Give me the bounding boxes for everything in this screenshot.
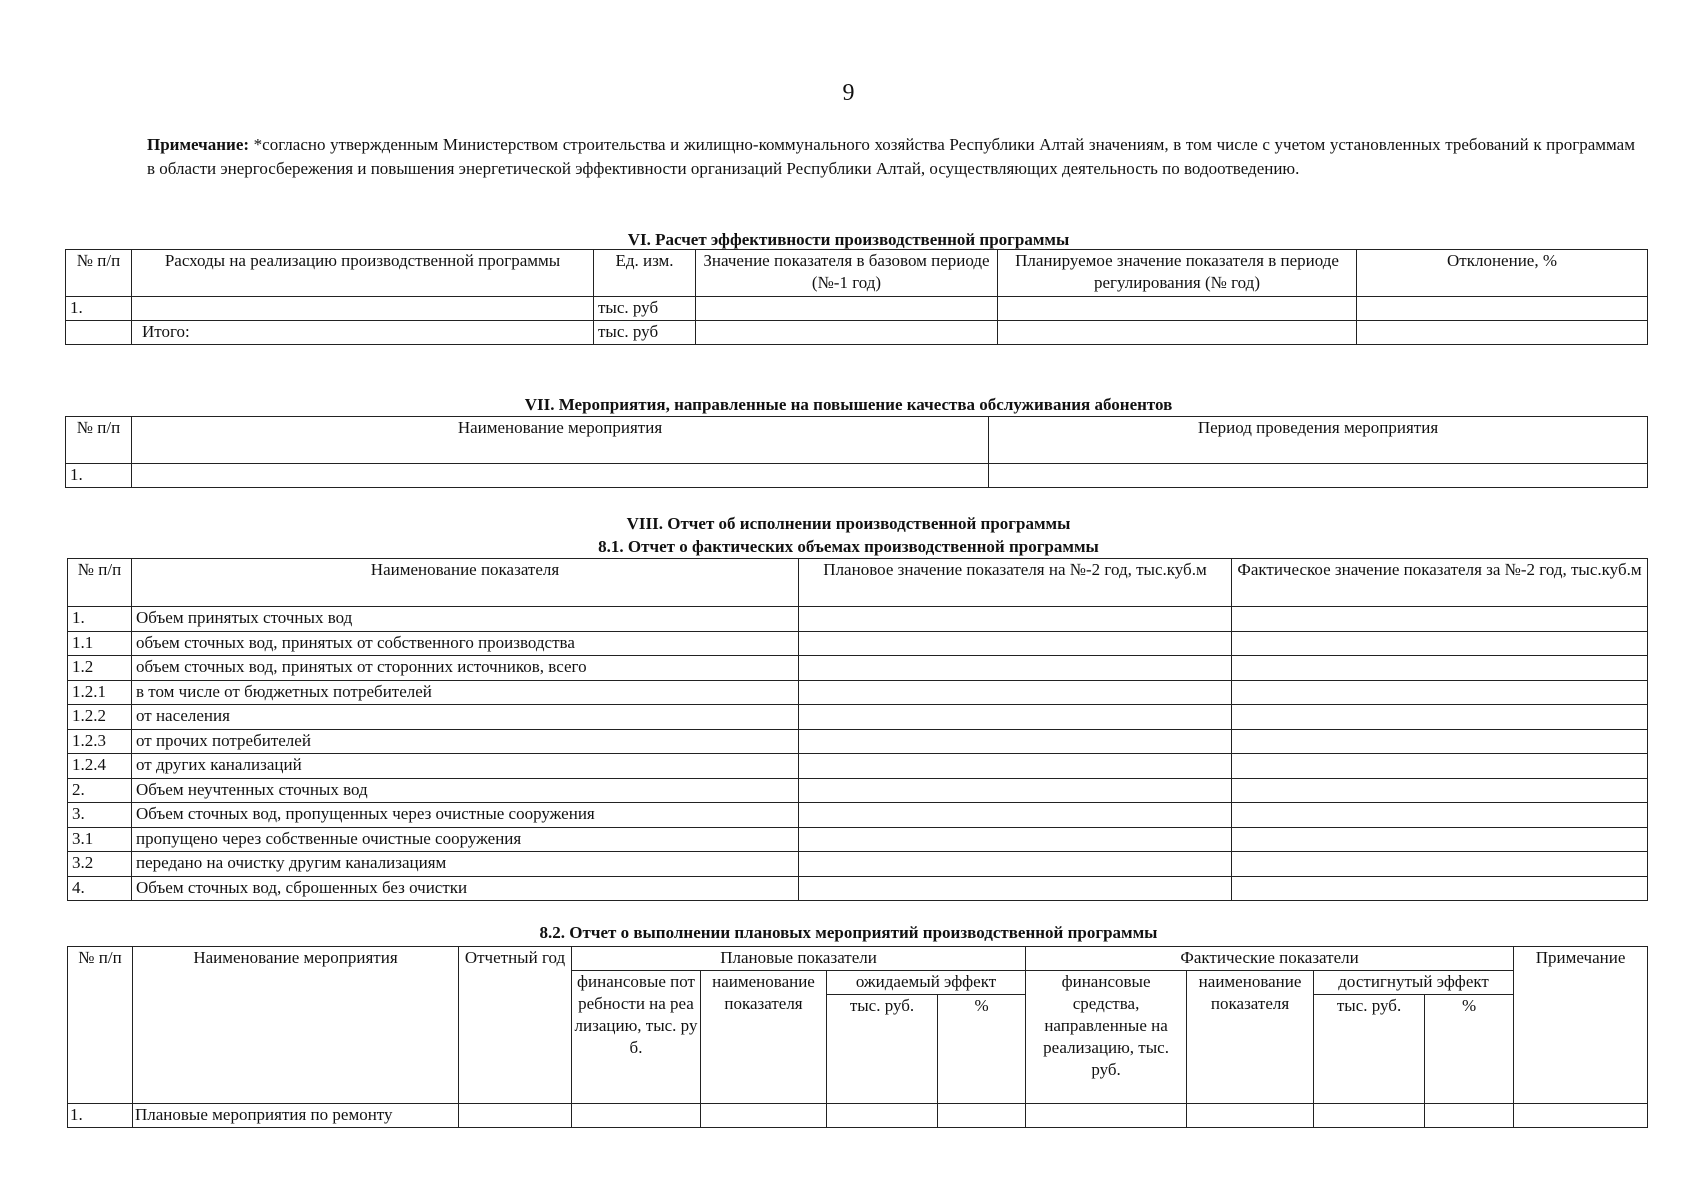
service-quality-table: [65, 416, 1648, 488]
col-header-actual-value: Фактическое значение показателя за №-2 год, тыс.куб.м: [1232, 559, 1648, 607]
cell-base-value: [696, 297, 998, 321]
col-header-plan-rub: тыс. руб.: [827, 995, 938, 1104]
table-row-total: [66, 321, 1648, 345]
table-row: [68, 754, 1648, 779]
section-8-2-title: 8.2. Отчет о выполнении плановых мероприятий производственной программы: [539, 923, 1158, 942]
section-7-title: VII. Мероприятия, направленные на повышение качества обслуживания абонентов: [524, 395, 1173, 414]
cell-planned: [799, 803, 1232, 828]
cell-fact-pct: [1425, 1104, 1514, 1128]
cell-num: 3.1: [68, 827, 132, 852]
table-row: [68, 803, 1648, 828]
table-row: [66, 464, 1648, 488]
cell-period: [989, 464, 1648, 488]
table-row: [68, 827, 1648, 852]
col-header-num: № п/п: [66, 417, 132, 464]
cell-indicator: Объем неучтенных сточных вод: [132, 778, 799, 803]
cell-deviation: [1357, 297, 1648, 321]
col-header-planned-indicators: Плановые показатели: [572, 947, 1026, 971]
cell-indicator: передано на очистку другим канализациям: [132, 852, 799, 877]
col-header-planned-value: Планируемое значение показателя в периоде регулирования (№ год): [998, 250, 1357, 297]
cell-num: 1.: [66, 297, 132, 321]
cell-planned: [799, 827, 1232, 852]
col-header-activity-name: Наименование мероприятия: [132, 417, 989, 464]
cell-actual: [1232, 656, 1648, 681]
cell-indicator: от прочих потребителей: [132, 729, 799, 754]
table-header-row: [66, 417, 1648, 464]
cell-fact-rub: [1314, 1104, 1425, 1128]
cell-num: 1.2: [68, 656, 132, 681]
cell-fact-indicator: [1187, 1104, 1314, 1128]
col-header-fact-indicator-name: наименование показателя: [1187, 971, 1314, 1104]
cell-indicator: Объем сточных вод, пропущенных через очистные сооружения: [132, 803, 799, 828]
cell-planned: [799, 852, 1232, 877]
page-number: 9: [842, 80, 855, 106]
cell-year: [459, 1104, 572, 1128]
cell-num: 1.1: [68, 631, 132, 656]
cell-deviation: [1357, 321, 1648, 345]
cell-num: 1.2.4: [68, 754, 132, 779]
cell-indicator: объем сточных вод, принятых от собственного производства: [132, 631, 799, 656]
table-row: [68, 876, 1648, 901]
cell-indicator: Объем принятых сточных вод: [132, 607, 799, 632]
section-6-title: VI. Расчет эффективности производственной программы: [627, 230, 1070, 249]
note-paragraph: [147, 133, 1635, 181]
cell-planned: [799, 876, 1232, 901]
col-header-period: Период проведения мероприятия: [989, 417, 1648, 464]
cell-expenses: [132, 297, 594, 321]
cell-num: 2.: [68, 778, 132, 803]
cell-actual: [1232, 705, 1648, 730]
cell-fact-financing: [1026, 1104, 1187, 1128]
cell-indicator: от населения: [132, 705, 799, 730]
col-header-plan-indicator-name: наименование показателя: [701, 971, 827, 1104]
cell-actual: [1232, 729, 1648, 754]
col-header-expected-effect: ожидаемый эффект: [827, 971, 1026, 995]
cell-planned-value: [998, 297, 1357, 321]
col-header-activity-name: Наименование мероприятия: [133, 947, 459, 1104]
cell-base-value: [696, 321, 998, 345]
col-header-indicator-name: Наименование показателя: [132, 559, 799, 607]
cell-planned: [799, 656, 1232, 681]
col-header-fact-pct: %: [1425, 995, 1514, 1104]
col-header-expenses: Расходы на реализацию производственной программы: [132, 250, 594, 297]
cell-planned-value: [998, 321, 1357, 345]
cell-total-label: Итого:: [132, 321, 594, 345]
cell-planned: [799, 680, 1232, 705]
cell-num: 1.: [68, 607, 132, 632]
cell-indicator: объем сточных вод, принятых от сторонних источников, всего: [132, 656, 799, 681]
cell-indicator: в том числе от бюджетных потребителей: [132, 680, 799, 705]
cell-unit: тыс. руб: [594, 321, 696, 345]
cell-num: [66, 321, 132, 345]
cell-plan-financing: [572, 1104, 701, 1128]
actual-volumes-table: [67, 558, 1648, 901]
cell-actual: [1232, 631, 1648, 656]
cell-planned: [799, 607, 1232, 632]
col-header-num: № п/п: [66, 250, 132, 297]
cell-actual: [1232, 607, 1648, 632]
table-row: [68, 656, 1648, 681]
cell-unit: тыс. руб: [594, 297, 696, 321]
cell-num: 3.: [68, 803, 132, 828]
col-header-plan-pct: %: [938, 995, 1026, 1104]
cell-actual: [1232, 778, 1648, 803]
cell-num: 1.2.3: [68, 729, 132, 754]
table-row: [68, 778, 1648, 803]
cell-num: 1.2.2: [68, 705, 132, 730]
cell-plan-rub: [827, 1104, 938, 1128]
planned-activities-table: [67, 946, 1648, 1128]
cell-activity-name: Плановые мероприятия по ремонту: [133, 1104, 459, 1128]
cell-planned: [799, 778, 1232, 803]
cell-indicator: от других канализаций: [132, 754, 799, 779]
col-header-num: № п/п: [68, 559, 132, 607]
col-header-base-value: Значение показателя в базовом периоде (№-1 год): [696, 250, 998, 297]
col-header-plan-financing: финансовые потребности на реализацию, тыс. руб.: [572, 971, 701, 1104]
table-row: [66, 297, 1648, 321]
note-label: Примечание:: [147, 135, 250, 154]
cell-indicator: Объем сточных вод, сброшенных без очистки: [132, 876, 799, 901]
col-header-planned-value: Плановое значение показателя на №-2 год, тыс.куб.м: [799, 559, 1232, 607]
cell-num: 1.: [68, 1104, 133, 1128]
table-row: [68, 607, 1648, 632]
table-row: [68, 729, 1648, 754]
cell-num: 1.: [66, 464, 132, 488]
cell-planned: [799, 631, 1232, 656]
cell-actual: [1232, 803, 1648, 828]
cell-actual: [1232, 827, 1648, 852]
cell-planned: [799, 754, 1232, 779]
col-header-year: Отчетный год: [459, 947, 572, 1104]
cell-num: 1.2.1: [68, 680, 132, 705]
table-row: [68, 1104, 1648, 1128]
cell-indicator: пропущено через собственные очистные сооружения: [132, 827, 799, 852]
col-header-unit: Ед. изм.: [594, 250, 696, 297]
table-header-row: [66, 250, 1648, 297]
section-8-title: VIII. Отчет об исполнении производственной программы: [626, 514, 1071, 533]
table-row: [68, 680, 1648, 705]
cell-actual: [1232, 852, 1648, 877]
col-header-deviation: Отклонение, %: [1357, 250, 1648, 297]
table-row: [68, 705, 1648, 730]
note-text: *согласно утвержденным Министерством строительства и жилищно-коммунального хозяйства Республики Алтай значениям, в том числе с учетом установленных требований к программам в области энергосбережения и повышения энергетической эффективности организаций Республики Алтай, осуществляющих деятельность по водоотведению.: [147, 135, 1635, 178]
cell-note: [1514, 1104, 1648, 1128]
cell-actual: [1232, 754, 1648, 779]
table-row: [68, 631, 1648, 656]
efficiency-table: [65, 249, 1648, 345]
col-header-actual-indicators: Фактические показатели: [1026, 947, 1514, 971]
cell-actual: [1232, 680, 1648, 705]
table-header-row: [68, 559, 1648, 607]
cell-plan-pct: [938, 1104, 1026, 1128]
col-header-achieved-effect: достигнутый эффект: [1314, 971, 1514, 995]
col-header-num: № п/п: [68, 947, 133, 1104]
cell-num: 4.: [68, 876, 132, 901]
cell-plan-indicator: [701, 1104, 827, 1128]
cell-num: 3.2: [68, 852, 132, 877]
section-8-1-title: 8.1. Отчет о фактических объемах производственной программы: [598, 537, 1099, 556]
col-header-note: Примечание: [1514, 947, 1648, 1104]
cell-activity-name: [132, 464, 989, 488]
table-header-row: [68, 947, 1648, 971]
col-header-fact-rub: тыс. руб.: [1314, 995, 1425, 1104]
col-header-fact-financing: финансовые средства, направленные на реализацию, тыс. руб.: [1026, 971, 1187, 1104]
cell-planned: [799, 705, 1232, 730]
table-row: [68, 852, 1648, 877]
cell-actual: [1232, 876, 1648, 901]
cell-planned: [799, 729, 1232, 754]
